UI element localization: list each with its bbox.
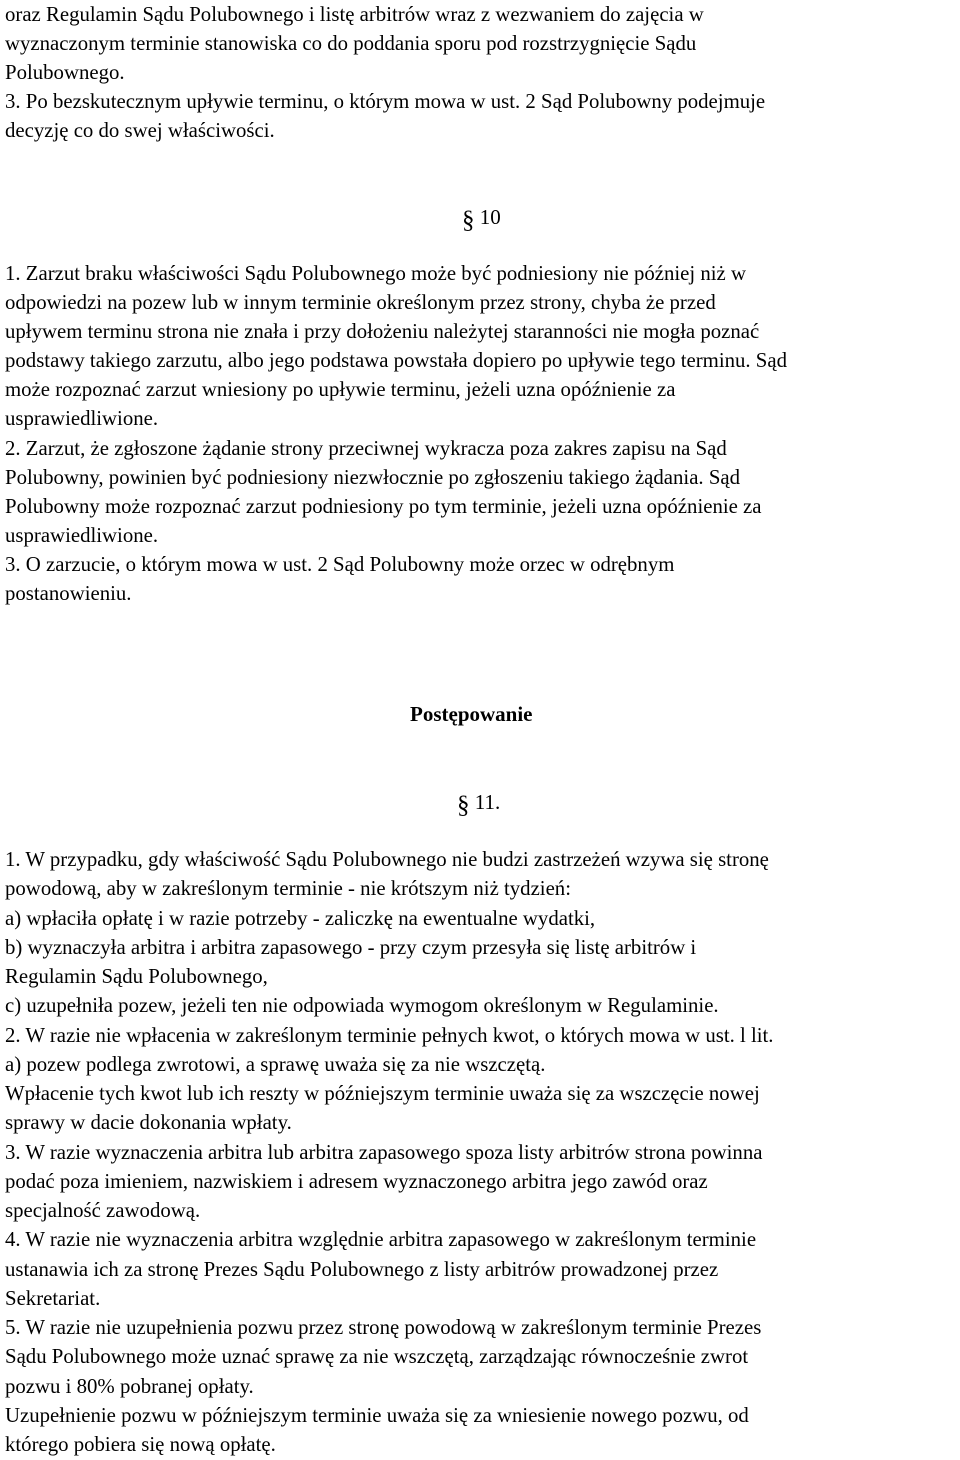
- text-line: Sekretariat.: [5, 1287, 101, 1310]
- text-line: 2. Zarzut, że zgłoszone żądanie strony przeciwnej wykracza poza zakres zapisu na Sąd: [5, 437, 727, 460]
- text-line: specjalność zawodową.: [5, 1199, 201, 1222]
- text-line: 1. W przypadku, gdy właściwość Sądu Polubownego nie budzi zastrzeżeń wzywa się stronę: [5, 848, 769, 871]
- text-line: odpowiedzi na pozew lub w innym terminie określonym przez strony, chyba że przed: [5, 291, 716, 314]
- section-number: 10: [479, 205, 501, 229]
- text-line: b) wyznaczyła arbitra i arbitra zapasowego - przy czym przesyła się listę arbitrów i: [5, 936, 697, 959]
- text-line: sprawy w dacie dokonania wpłaty.: [5, 1111, 292, 1134]
- text-line: usprawiedliwione.: [5, 524, 159, 547]
- text-line: 1. Zarzut braku właściwości Sądu Polubownego może być podniesiony nie później niż w: [5, 262, 747, 285]
- text-line: oraz Regulamin Sądu Polubownego i listę arbitrów wraz z wezwaniem do zajęcia w: [5, 3, 704, 26]
- text-line: Polubownego.: [5, 61, 125, 84]
- section-symbol: §: [462, 207, 475, 234]
- text-line: ustanawia ich za stronę Prezes Sądu Polubownego z listy arbitrów prowadzonej przez: [5, 1258, 719, 1281]
- section-11-heading: [457, 787, 500, 817]
- text-line: a) pozew podlega zwrotowi, a sprawę uważa się za nie wszczętą.: [5, 1053, 546, 1076]
- text-line: usprawiedliwione.: [5, 407, 159, 430]
- text-line: 3. W razie wyznaczenia arbitra lub arbitra zapasowego spoza listy arbitrów strona powinna: [5, 1141, 763, 1164]
- text-line: c) uzupełniła pozew, jeżeli ten nie odpowiada wymogom określonym w Regulaminie.: [5, 994, 719, 1017]
- text-line: a) wpłaciła opłatę i w razie potrzeby - zaliczkę na ewentualne wydatki,: [5, 907, 596, 930]
- text-line: 4. W razie nie wyznaczenia arbitra względnie arbitra zapasowego w zakreślonym terminie: [5, 1228, 757, 1251]
- text-line: podstawy takiego zarzutu, albo jego podstawa powstała dopiero po upływie tego terminu. Sąd: [5, 349, 788, 372]
- section-symbol: §: [457, 792, 470, 819]
- text-line: 3. O zarzucie, o którym mowa w ust. 2 Sąd Polubowny może orzec w odrębnym: [5, 553, 675, 576]
- text-line: podać poza imieniem, nazwiskiem i adresem wyznaczonego arbitra jego zawód oraz: [5, 1170, 708, 1193]
- text-line: pozwu i 80% pobranej opłaty.: [5, 1375, 254, 1398]
- text-line: 2. W razie nie wpłacenia w zakreślonym terminie pełnych kwot, o których mowa w ust. l lit.: [5, 1024, 774, 1047]
- text-line: 5. W razie nie uzupełnienia pozwu przez stronę powodową w zakreślonym terminie Prezes: [5, 1316, 762, 1339]
- text-line: wyznaczonym terminie stanowiska co do poddania sporu pod rozstrzygnięcie Sądu: [5, 32, 697, 55]
- text-line: Sądu Polubownego może uznać sprawę za nie wszczętą, zarządzając równocześnie zwrot: [5, 1345, 749, 1368]
- text-line: Polubowny, powinien być podniesiony niezwłocznie po zgłoszeniu takiego żądania. Sąd: [5, 466, 741, 489]
- text-line: Polubowny może rozpoznać zarzut podniesiony po tym terminie, jeżeli uzna opóźnienie za: [5, 495, 762, 518]
- section-number: 11.: [474, 790, 501, 814]
- text-line: powodową, aby w zakreślonym terminie - nie krótszym niż tydzień:: [5, 877, 571, 900]
- text-line: Wpłacenie tych kwot lub ich reszty w późniejszym terminie uważa się za wszczęcie nowej: [5, 1082, 760, 1105]
- text-line: 3. Po bezskutecznym upływie terminu, o którym mowa w ust. 2 Sąd Polubowny podejmuje: [5, 90, 766, 113]
- chapter-heading: Postępowanie: [410, 702, 533, 726]
- text-line: Uzupełnienie pozwu w późniejszym terminie uważa się za wniesienie nowego pozwu, od: [5, 1404, 749, 1427]
- section-10-heading: [462, 202, 501, 232]
- text-line: którego pobiera się nową opłatę.: [5, 1433, 276, 1456]
- text-line: może rozpoznać zarzut wniesiony po upływie terminu, jeżeli uzna opóźnienie za: [5, 378, 676, 401]
- text-line: Regulamin Sądu Polubownego,: [5, 965, 268, 988]
- text-line: upływem terminu strona nie znała i przy dołożeniu należytej staranności nie mogła poznać: [5, 320, 760, 343]
- text-line: postanowieniu.: [5, 582, 132, 605]
- text-line: decyzję co do swej właściwości.: [5, 119, 275, 142]
